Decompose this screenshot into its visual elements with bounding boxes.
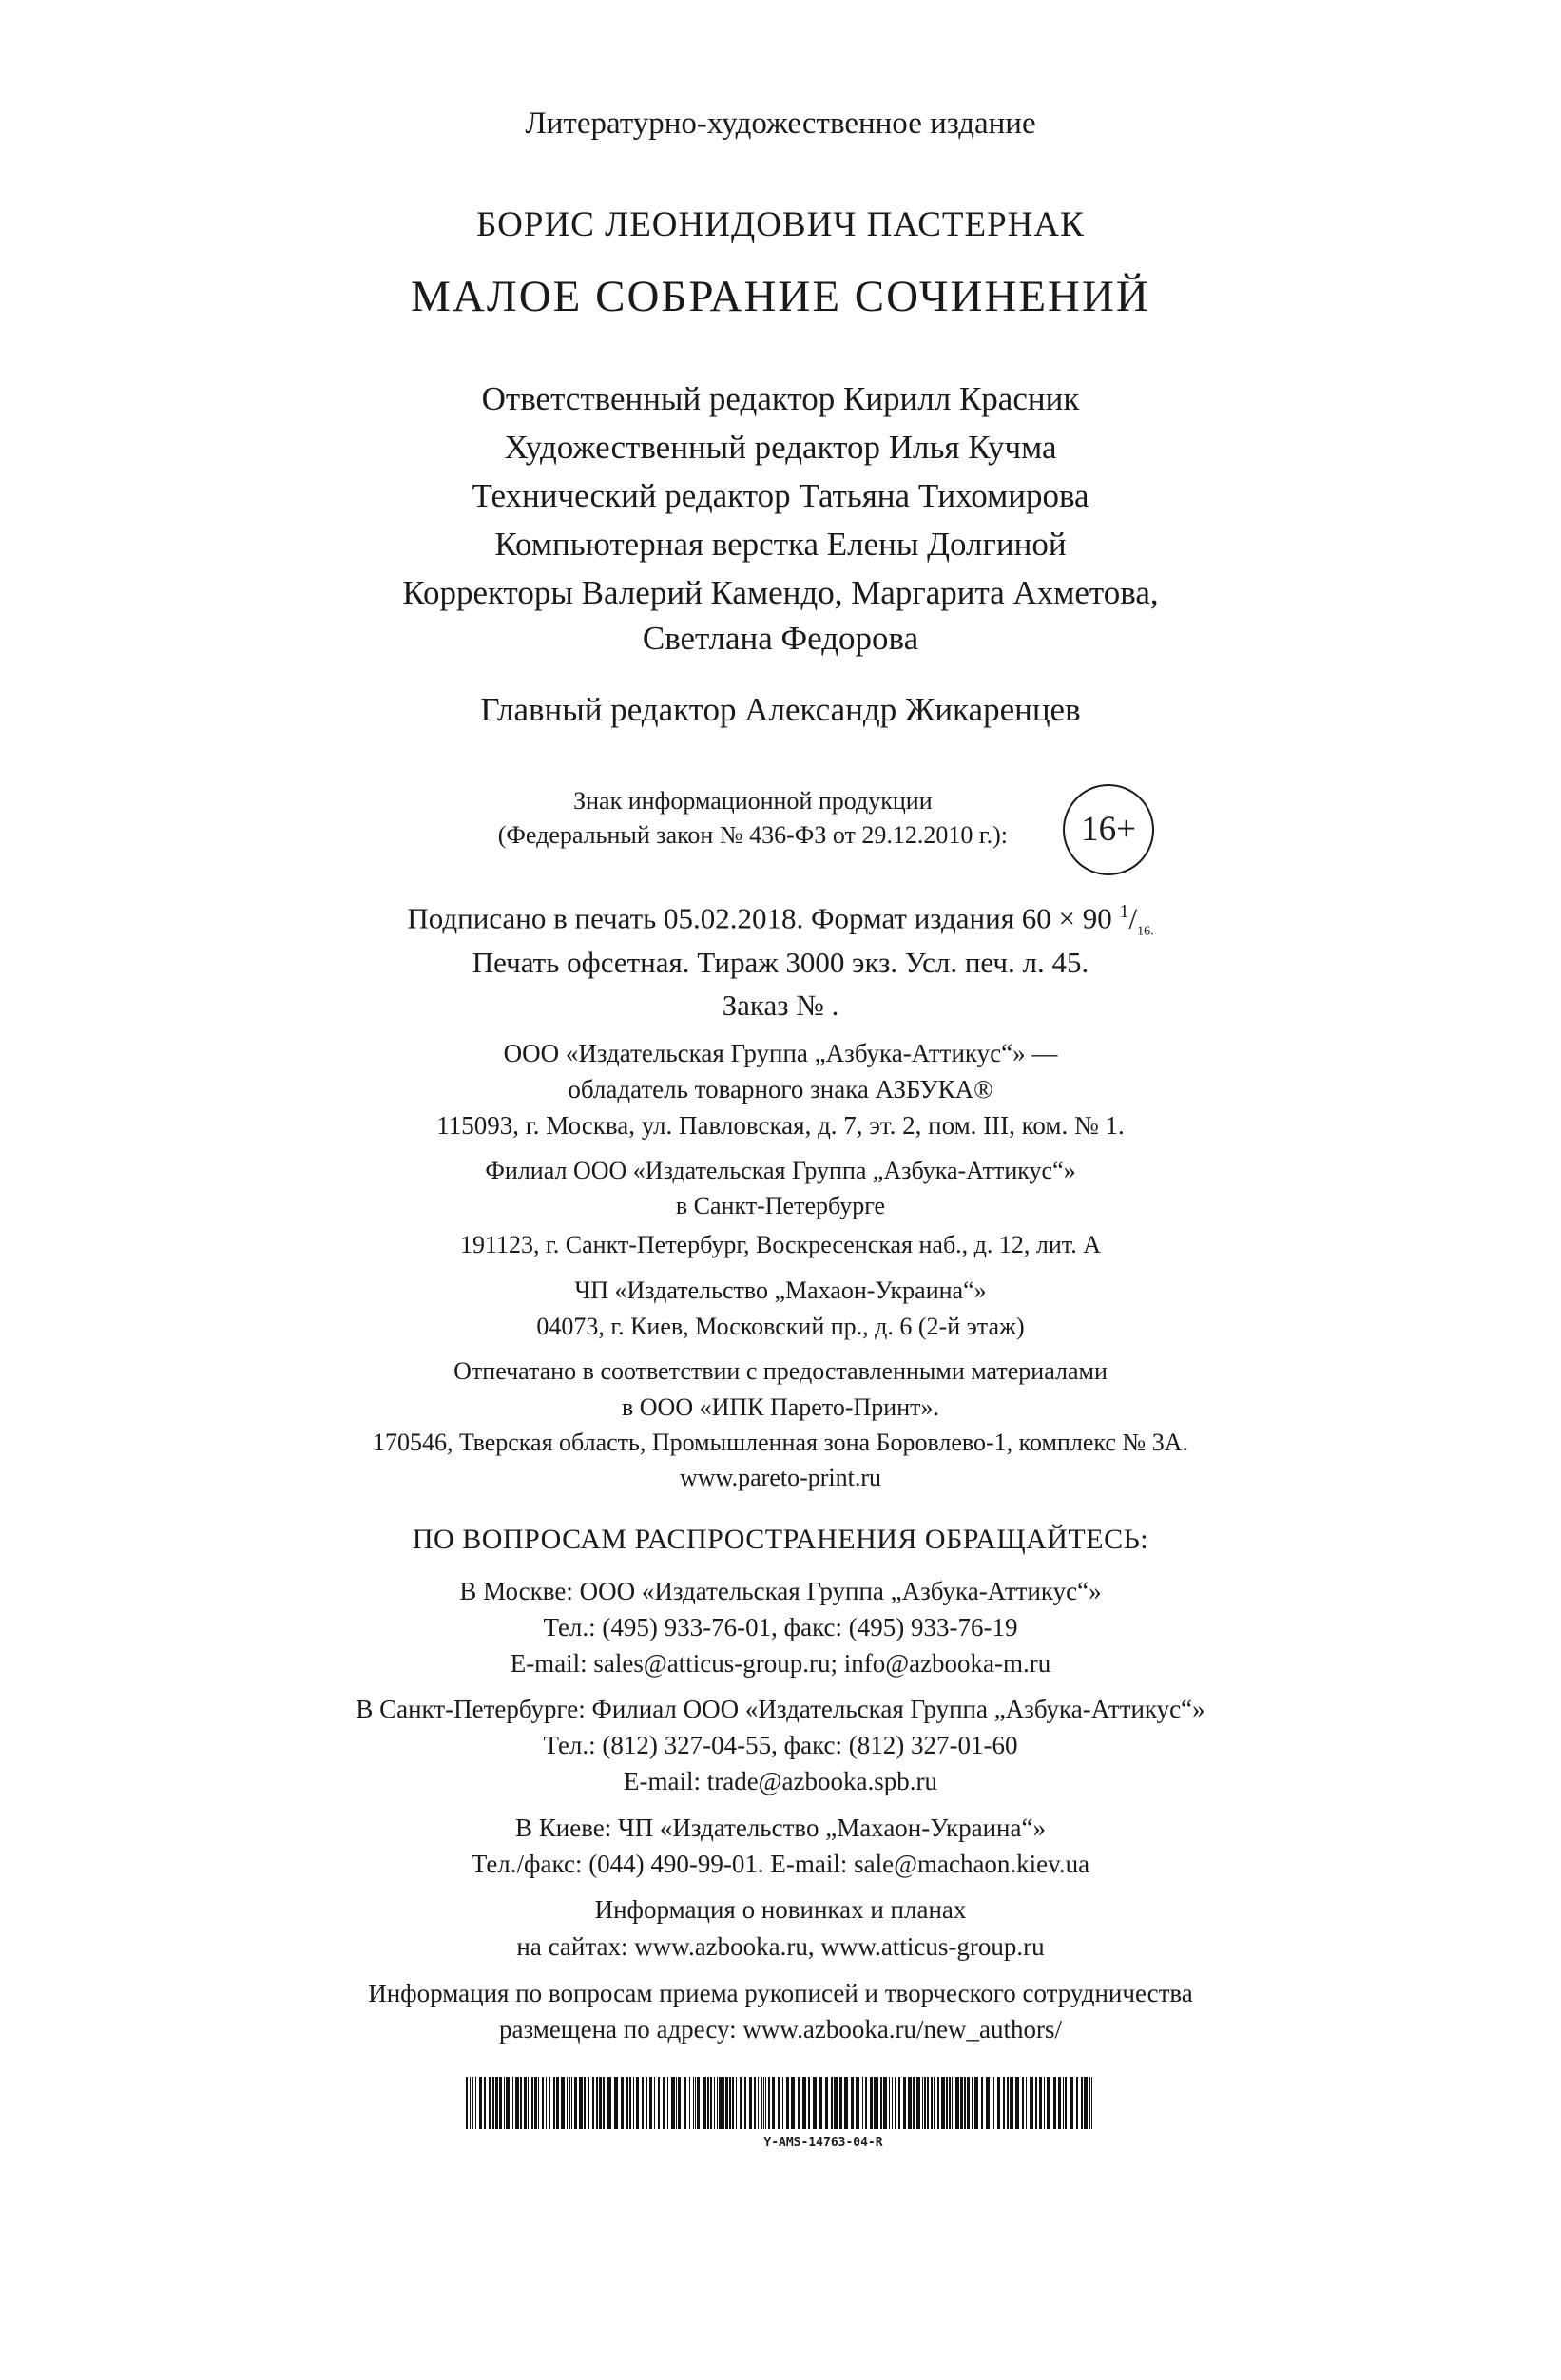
barcode-bar [596, 2077, 598, 2129]
barcode-bar [758, 2077, 759, 2129]
barcode-bar [782, 2077, 783, 2129]
barcode-bar [717, 2077, 718, 2129]
barcode-bar [621, 2077, 624, 2129]
barcode-bar [1065, 2077, 1067, 2129]
barcode-bar [506, 2077, 510, 2129]
barcode-bar [880, 2077, 882, 2129]
barcode-bar [877, 2077, 878, 2129]
barcode-bar [553, 2077, 555, 2129]
barcode-bar [898, 2077, 900, 2129]
barcode-bar [761, 2077, 762, 2129]
barcode-bar [1026, 2077, 1027, 2129]
distribution-line: E-mail: sales@atticus-group.ru; info@azbooka-m.ru [510, 1649, 1051, 1678]
barcode-bar [607, 2077, 611, 2129]
barcode-bar [663, 2077, 665, 2129]
barcode-bar [924, 2077, 926, 2129]
barcode-bar [813, 2077, 817, 2129]
barcode-bar [916, 2077, 920, 2129]
barcode-bar [512, 2077, 513, 2129]
barcode-bar [695, 2077, 696, 2129]
barcode-bar [499, 2077, 502, 2129]
barcode-bar [614, 2077, 618, 2129]
barcode-bar [952, 2077, 953, 2129]
barcode-bar [851, 2077, 854, 2129]
barcode-bar [908, 2077, 912, 2129]
barcode-bar [633, 2077, 634, 2129]
barcode-bar [1053, 2077, 1056, 2129]
barcode-bar [874, 2077, 877, 2129]
info-sign-line: Знак информационной продукции [573, 787, 933, 815]
staff-line: Ответственный редактор Кирилл Красник [481, 380, 1080, 417]
barcode-bar [515, 2077, 519, 2129]
barcode-bar [791, 2077, 795, 2129]
barcode-bar [1084, 2077, 1088, 2129]
info-sign-text [498, 784, 1008, 853]
distribution-line: Тел.: (812) 327-04-55, факс: (812) 327-01-60 [543, 1731, 1018, 1759]
barcode-bar [955, 2077, 959, 2129]
barcode-bar [693, 2077, 694, 2129]
distribution-line: на сайтах: www.azbooka.ru, www.atticus-group.ru [516, 1932, 1045, 1961]
barcode-bar [592, 2077, 594, 2129]
staff-line: Художественный редактор Илья Кучма [504, 429, 1057, 466]
barcode-bar [703, 2077, 706, 2129]
distribution-line: В Санкт-Петербурге: Филиал ООО «Издательская Группа „Азбука-Аттикус“» [356, 1695, 1205, 1723]
barcode-bar [765, 2077, 766, 2129]
barcode-bar [964, 2077, 966, 2129]
barcode-bar [981, 2077, 983, 2129]
distribution-line: Информация о новинках и планах [594, 1895, 967, 1924]
barcode-bar [579, 2077, 583, 2129]
barcode-bar [678, 2077, 681, 2129]
barcode-bar [740, 2077, 742, 2129]
barcode-label: Y-AMS-14763-04-R [763, 2136, 883, 2150]
barcode-bar [802, 2077, 806, 2129]
barcode-bar [903, 2077, 906, 2129]
barcode-bar [798, 2077, 800, 2129]
barcode-bar [825, 2077, 828, 2129]
barcode-bar [736, 2077, 737, 2129]
barcode-bar [754, 2077, 756, 2129]
barcode-bar [569, 2077, 570, 2129]
barcode-bar [883, 2077, 887, 2129]
barcode-bar [749, 2077, 752, 2129]
barcode-bar [862, 2077, 863, 2129]
barcode-bar [819, 2077, 822, 2129]
barcode-bar [1022, 2077, 1024, 2129]
barcode-bar [1015, 2077, 1019, 2129]
barcode-bar [972, 2077, 973, 2129]
barcode-bar [714, 2077, 715, 2129]
barcode-bar [671, 2077, 675, 2129]
barcode-bar [786, 2077, 789, 2129]
barcode-bar [567, 2077, 568, 2129]
barcode-bar [732, 2077, 734, 2129]
format-fraction-end: . [1150, 924, 1154, 939]
barcode-bar [889, 2077, 890, 2129]
barcode-bar [574, 2077, 577, 2129]
barcode-bar [768, 2077, 770, 2129]
barcode-bar [626, 2077, 628, 2129]
order-number-line: Заказ № . [722, 988, 839, 1022]
barcode-bar [949, 2077, 951, 2129]
barcode-bar [763, 2077, 764, 2129]
distribution-line: В Москве: ООО «Издательская Группа „Азбука-Аттикус“» [459, 1577, 1102, 1605]
printer-line: в ООО «ИПК Парето-Принт». [621, 1393, 939, 1421]
barcode-bar [729, 2077, 731, 2129]
distribution-line: Информация по вопросам приема рукописей и творческого сотрудничества [368, 1979, 1193, 2007]
barcode-bar [707, 2077, 709, 2129]
barcode-bar [934, 2077, 935, 2129]
barcode-bar [892, 2077, 893, 2129]
publisher-line: в Санкт-Петербурге [675, 1192, 886, 1219]
barcode-bar [719, 2077, 723, 2129]
barcode-bar [492, 2077, 494, 2129]
printer-line: Отпечатано в соответствии с предоставленными материалами [453, 1357, 1108, 1385]
barcode-bar [603, 2077, 605, 2129]
age-rating-badge: 16+ [1063, 784, 1154, 875]
barcode-bar [697, 2077, 700, 2129]
barcode-bar [974, 2077, 978, 2129]
barcode-bar [484, 2077, 486, 2129]
barcode-bar [834, 2077, 838, 2129]
barcode-bar [839, 2077, 842, 2129]
staff-line: Светлана Федорова [642, 620, 919, 657]
barcode-bar [549, 2077, 550, 2129]
barcode-bar [922, 2077, 923, 2129]
barcode-bar [831, 2077, 833, 2129]
barcode-bar [844, 2077, 848, 2129]
barcode-bar [588, 2077, 589, 2129]
barcode-bar [946, 2077, 948, 2129]
barcode-bar [531, 2077, 533, 2129]
barcode-bar [534, 2077, 537, 2129]
barcode-bar [495, 2077, 498, 2129]
barcode-bar [466, 2077, 468, 2129]
format-fraction-numerator: 1 [1119, 901, 1129, 922]
barcode-bar [1089, 2077, 1090, 2129]
staff-line: Технический редактор Татьяна Тихомирова [472, 477, 1089, 514]
barcode-bar [1091, 2077, 1092, 2129]
print-signed-line: Подписано в печать 05.02.2018. Формат издания 60 × 90 $^1/_{16.}$ [407, 901, 1154, 939]
barcode-bar [1010, 2077, 1013, 2129]
barcode-bar [1076, 2077, 1078, 2129]
format-fraction-denominator: 16 [1137, 924, 1151, 939]
publisher-address: 191123, г. Санкт-Петербург, Воскресенская наб., д. 12, лит. А [460, 1231, 1101, 1258]
barcode-bar [538, 2077, 539, 2129]
barcode-bar [870, 2077, 873, 2129]
barcode-bar [489, 2077, 491, 2129]
barcode-bar [520, 2077, 522, 2129]
print-signed-text: Подписано в печать 05.02.2018. Формат издания 60 × 90 [407, 901, 1112, 935]
barcode-bar [676, 2077, 677, 2129]
barcode-bar [689, 2077, 690, 2129]
barcode-bar [931, 2077, 933, 2129]
publisher-line: ООО «Издательская Группа „Азбука-Аттикус“» — [503, 1039, 1058, 1067]
barcode-bar [504, 2077, 505, 2129]
barcode-bar [993, 2077, 994, 2129]
printer-address: 170546, Тверская область, Промышленная зона Боровлево-1, комплекс № 3А. [373, 1429, 1188, 1456]
distribution-line: Тел.: (495) 933-76-01, факс: (495) 933-76-19 [543, 1613, 1018, 1641]
barcode-bar [1035, 2077, 1037, 2129]
barcode-bar [528, 2077, 529, 2129]
barcode-bar [1063, 2077, 1064, 2129]
barcode-bar [1070, 2077, 1073, 2129]
barcode-bar [723, 2077, 724, 2129]
staff-line: Корректоры Валерий Камендо, Маргарита Ахметова, [402, 574, 1159, 611]
barcode-bar [1039, 2077, 1042, 2129]
barcode-bar [658, 2077, 660, 2129]
barcode-bar [524, 2077, 527, 2129]
barcode-bar [629, 2077, 631, 2129]
barcode-bar [856, 2077, 859, 2129]
distribution-line: размещена по адресу: www.azbooka.ru/new_authors/ [498, 2015, 1063, 2044]
barcode-bar [684, 2077, 686, 2129]
distribution-line: E-mail: trade@azbooka.spb.ru [624, 1767, 937, 1795]
barcode-bar [1003, 2077, 1005, 2129]
distribution-line: В Киеве: ЧП «Издательство „Махаон-Украина“» [515, 1814, 1046, 1842]
publisher-address: 04073, г. Киев, Московский пр., д. 6 (2-й этаж) [536, 1313, 1025, 1340]
barcode-bar [1058, 2077, 1061, 2129]
barcode-bar [472, 2077, 473, 2129]
barcode-bar [772, 2077, 775, 2129]
barcode-bar [937, 2077, 939, 2129]
distribution-heading: ПО ВОПРОСАМ РАСПРОСТРАНЕНИЯ ОБРАЩАЙТЕСЬ: [412, 1524, 1149, 1555]
barcode-bar [636, 2077, 639, 2129]
barcode-bar [986, 2077, 990, 2129]
publisher-line: обладатель товарного знака АЗБУКА® [568, 1075, 993, 1104]
barcode-bar [479, 2077, 482, 2129]
barcode-bar [470, 2077, 471, 2129]
barcode-bar [927, 2077, 929, 2129]
barcode-bar [599, 2077, 602, 2129]
barcode-bar [642, 2077, 644, 2129]
barcode-bar [649, 2077, 652, 2129]
publisher-line: ЧП «Издательство „Махаон-Украина“» [574, 1276, 987, 1304]
barcode-bar [584, 2077, 586, 2129]
barcode-bar [808, 2077, 810, 2129]
print-run-line: Печать офсетная. Тираж 3000 экз. Усл. печ. л. 45. [472, 946, 1089, 979]
book-title: МАЛОЕ СОБРАНИЕ СОЧИНЕНИЙ [411, 272, 1150, 321]
info-sign-law: (Федеральный закон № 436-ФЗ от 29.12.2010 г.): [497, 821, 1008, 849]
barcode-bar [1081, 2077, 1083, 2129]
barcode-bar [913, 2077, 915, 2129]
barcode-bar [556, 2077, 559, 2129]
barcode-bar [997, 2077, 1000, 2129]
chief-editor: Главный редактор Александр Жикаренцев [480, 691, 1081, 728]
barcode-bar [561, 2077, 565, 2129]
barcode-bar [1007, 2077, 1009, 2129]
barcode-bar [725, 2077, 728, 2129]
barcode-bar [646, 2077, 647, 2129]
barcode-bar [571, 2077, 572, 2129]
publisher-address: 115093, г. Москва, ул. Павловская, д. 7, эт. 2, пом. III, ком. № 1. [436, 1111, 1125, 1140]
edition-type: Литературно-художественное издание [525, 106, 1036, 141]
printer-website: www.pareto-print.ru [679, 1464, 882, 1491]
barcode-bar [1044, 2077, 1045, 2129]
barcode-bar [710, 2077, 712, 2129]
barcode-bar [667, 2077, 668, 2129]
barcode-bar [744, 2077, 746, 2129]
barcode-bar [941, 2077, 945, 2129]
barcode-bar [475, 2077, 476, 2129]
staff-line: Компьютерная верстка Елены Долгиной [494, 526, 1067, 563]
barcode-bar [654, 2077, 655, 2129]
barcode-bar [778, 2077, 780, 2129]
barcode-bar [895, 2077, 896, 2129]
barcode-bar [542, 2077, 544, 2129]
barcode-bar [865, 2077, 867, 2129]
barcode [466, 2077, 1098, 2129]
info-sign [361, 784, 1198, 889]
author-name: БОРИС ЛЕОНИДОВИЧ ПАСТЕРНАК [476, 205, 1085, 244]
barcode-bar [1030, 2077, 1033, 2129]
barcode-bar [546, 2077, 547, 2129]
barcode-bar [960, 2077, 963, 2129]
barcode-bar [1047, 2077, 1050, 2129]
barcode-bar [967, 2077, 970, 2129]
publisher-line: Филиал ООО «Издательская Группа „Азбука-Аттикус“» [485, 1157, 1076, 1184]
distribution-line: Тел./факс: (044) 490-99-01. E-mail: sale@machaon.kiev.ua [471, 1850, 1090, 1878]
